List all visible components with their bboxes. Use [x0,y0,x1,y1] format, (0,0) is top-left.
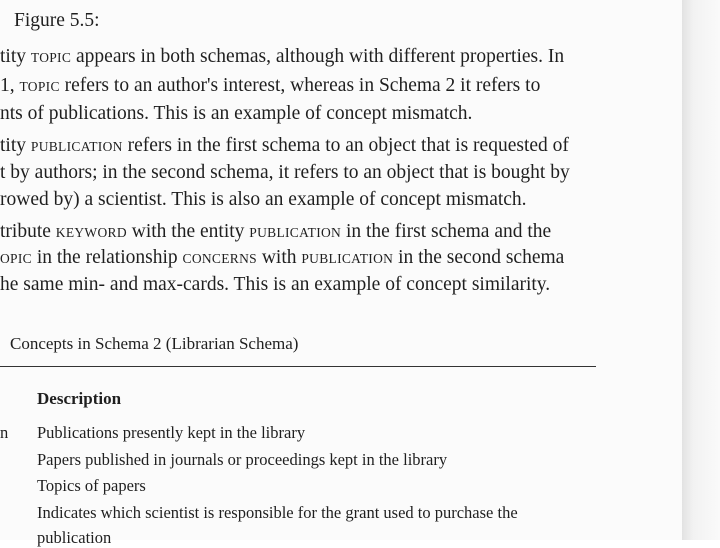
figure-reference: Figure 5.5: [14,10,100,31]
table-row: Publications presently kept in the library [37,423,306,442]
publication-term: PUBLICATION [301,251,394,266]
paragraph-3-line-3: he same min- and max-cards. This is an example of concept similarity. [0,274,551,295]
table-header-description: Description [37,389,122,408]
paragraph-1-line-1 [0,45,564,70]
table-row: publication [37,528,112,547]
text: refers in the first schema to an object that is requested of [122,135,569,156]
text: tribute [0,221,56,242]
page-edge-shadow [682,0,720,540]
paragraph-2-line-1 [0,134,569,159]
paragraph-2-line-3: rowed by) a scientist. This is also an example of concept mismatch. [0,189,527,210]
text: in the second schema [393,247,565,268]
text: tity [0,135,31,156]
table-row: Indicates which scientist is responsible for the grant used to purchase the [37,503,518,522]
table-row: Topics of papers [37,476,146,495]
concerns-term: CONCERNS [182,251,257,266]
table-row-lead: n [0,423,9,442]
table-row: Papers published in journals or proceedings kept in the library [37,450,448,469]
topic-term: TOPIC [30,50,72,65]
text: in the first schema and the [341,221,552,242]
paragraph-1-line-3: nts of publications. This is an example of concept mismatch. [0,103,473,124]
topic-term: OPIC [0,251,32,266]
paragraph-1-line-2 [0,74,540,99]
publication-term: PUBLICATION [249,225,342,240]
text: appears in both schemas, although with different properties. In [71,46,565,67]
table-caption: Concepts in Schema 2 (Librarian Schema) [10,334,299,353]
text: with [256,247,302,268]
topic-term: TOPIC [19,79,60,94]
paragraph-2-line-2: t by authors; in the second schema, it refers to an object that is bought by [0,162,570,183]
publication-term: PUBLICATION [30,139,123,154]
text: in the relationship [31,247,183,268]
table-rule [0,366,596,367]
text: tity [0,46,31,67]
paragraph-3-line-1 [0,220,551,245]
text: 1, [0,75,20,96]
text: with the entity [126,221,250,242]
keyword-term: KEYWORD [55,225,127,240]
text: refers to an author's interest, whereas in Schema 2 it refers to [59,75,541,96]
paragraph-3-line-2 [0,246,564,271]
